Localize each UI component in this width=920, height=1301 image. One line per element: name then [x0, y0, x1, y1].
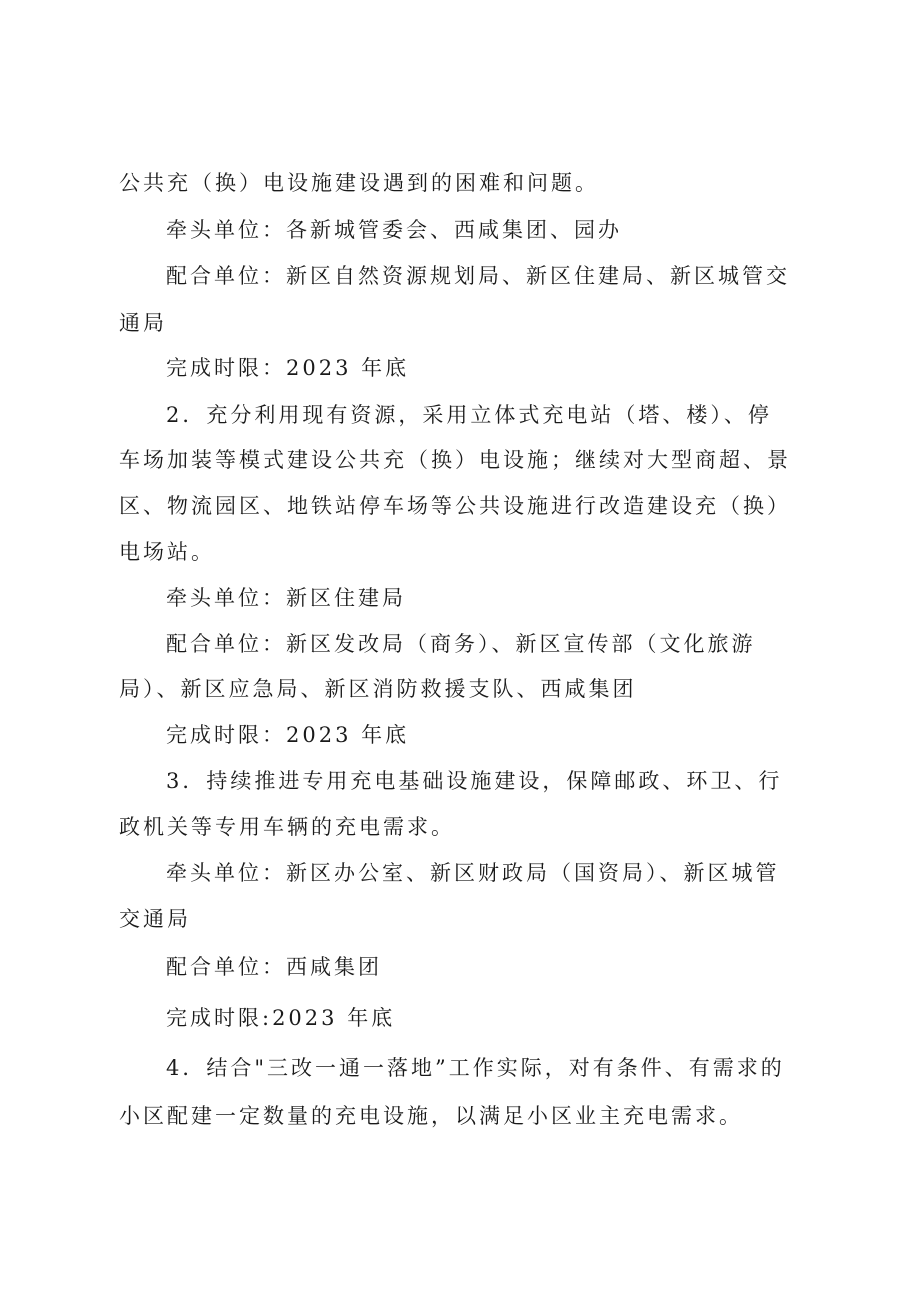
text-line: 通局 [119, 311, 167, 335]
text-line: 区、物流园区、地铁站停车场等公共设施进行改造建设充（换） [119, 494, 791, 518]
item-4-line: 4．结合"三改一通一落地”工作实际，对有条件、有需求的 [166, 1056, 785, 1080]
item-3-line: 3．持续推进专用充电基础设施建设，保障邮政、环卫、行 [166, 769, 783, 793]
deadline-line: 完成时限：2023 年底 [166, 723, 410, 747]
lead-unit-line: 牵头单位：新区住建局 [166, 586, 406, 610]
text-line: 局）、新区应急局、新区消防救援支队、西咸集团 [119, 677, 637, 701]
text-line: 交通局 [119, 907, 191, 931]
text-line: 公共充（换）电设施建设遇到的困难和问题。 [119, 171, 599, 195]
text-line: 车场加装等模式建设公共充（换）电设施；继续对大型商超、景 [119, 448, 791, 472]
lead-unit-line: 牵头单位：新区办公室、新区财政局（国资局）、新区城管 [166, 861, 780, 885]
support-unit-line: 配合单位：新区自然资源规划局、新区住建局、新区城管交 [166, 264, 790, 288]
lead-unit-line: 牵头单位：各新城管委会、西咸集团、园办 [166, 218, 622, 242]
support-unit-line: 配合单位：新区发改局（商务）、新区宣传部（文化旅游 [166, 632, 756, 656]
deadline-line: 完成时限：2023 年底 [166, 356, 410, 380]
text-line: 电场站。 [119, 540, 215, 564]
text-line: 小区配建一定数量的充电设施，以满足小区业主充电需求。 [119, 1104, 743, 1128]
deadline-line: 完成时限:2023 年底 [166, 1006, 396, 1030]
item-2-line: 2．充分利用现有资源，采用立体式充电站（塔、楼）、停 [166, 403, 772, 427]
support-unit-line: 配合单位：西咸集团 [166, 955, 382, 979]
text-line: 政机关等专用车辆的充电需求。 [119, 815, 455, 839]
